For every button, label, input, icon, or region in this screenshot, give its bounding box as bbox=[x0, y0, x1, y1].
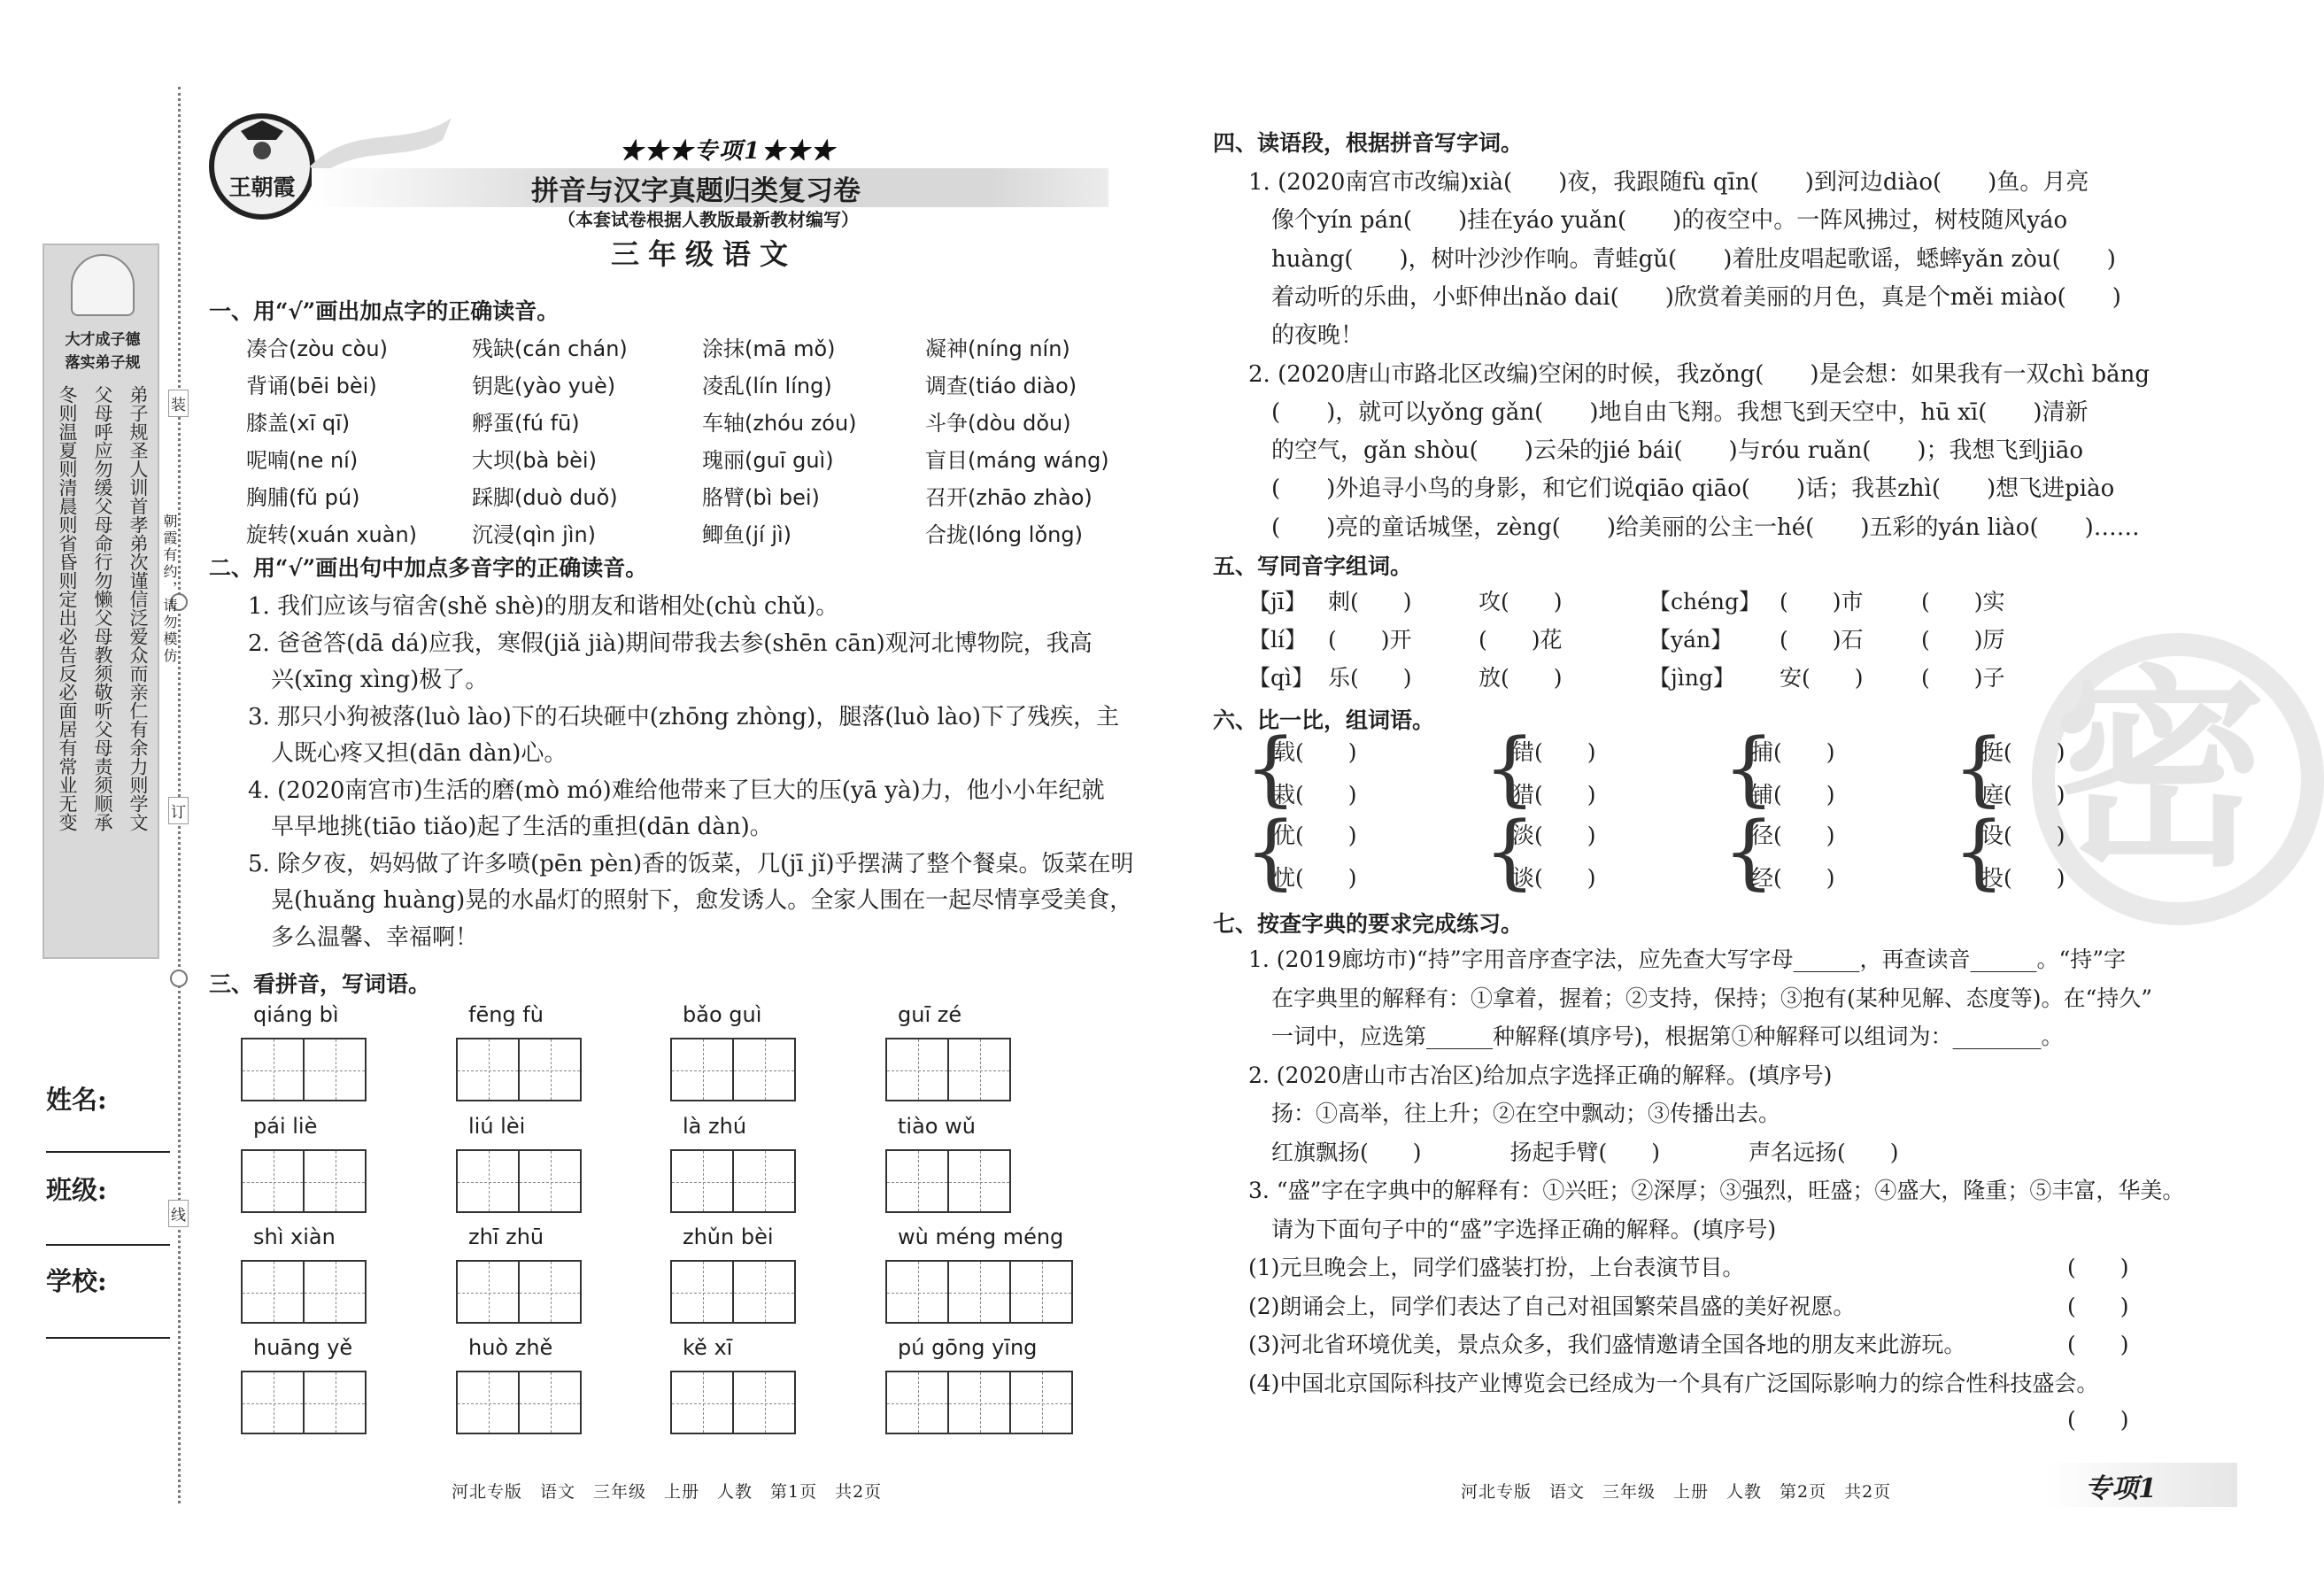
pinyin-label: bǎo guì bbox=[683, 1002, 762, 1027]
writing-box[interactable] bbox=[947, 1038, 1011, 1101]
section-1-title: 一、用“√”画出加点字的正确读音。 bbox=[209, 298, 560, 324]
subject-title: 三年级语文 bbox=[611, 237, 798, 271]
school-label: 学校: bbox=[46, 1266, 107, 1296]
section-7-line: 3. “盛”字在字典中的解释有：①兴旺；②深厚；③强烈，旺盛；④盛大，隆重；⑤丰富，华美。 bbox=[1248, 1178, 2185, 1203]
reading-choice[interactable]: 孵蛋(fú fū) bbox=[472, 411, 580, 436]
brace-icon: { bbox=[1953, 721, 2005, 815]
reading-choice[interactable]: 膝盖(xī qī) bbox=[246, 411, 351, 436]
verse-column-3: 冬则温夏则清晨则省昏则定出必告反必面居有常业无变 bbox=[57, 385, 78, 831]
compare-word[interactable]: 错( ) bbox=[1512, 739, 1596, 765]
writing-box[interactable] bbox=[670, 1371, 734, 1434]
section-7-line: 2. (2020唐山市古冶区)给加点字选择正确的解释。(填序号) bbox=[1248, 1062, 1833, 1088]
section-3-title: 三、看拼音，写词语。 bbox=[209, 971, 431, 997]
writing-box[interactable] bbox=[885, 1038, 949, 1101]
section-7-line: (4)中国北京国际科技产业博览会已经成为一个具有广泛国际影响力的综合性科技盛会。 bbox=[1248, 1370, 2099, 1396]
pinyin-label: zhī zhū bbox=[468, 1225, 544, 1249]
brace-icon: { bbox=[1484, 804, 1536, 899]
cut-line bbox=[178, 87, 181, 1503]
homophone-blank[interactable]: ( )开 bbox=[1328, 627, 1412, 653]
compare-word[interactable]: 挺( ) bbox=[1981, 739, 2065, 765]
writing-box[interactable] bbox=[456, 1371, 520, 1434]
section-badge: ★★★专项1★★★ bbox=[620, 138, 837, 165]
section-4-line: 像个yín pán( )挂在yáo yuǎn( )的夜空中。一阵风拂过，树枝随风yáo bbox=[1271, 207, 2068, 235]
reading-choice[interactable]: 旋转(xuán xuàn) bbox=[246, 522, 418, 547]
section-4-line: 着动听的乐曲，小虾伸出nǎo dai( )欣赏着美丽的月色，真是个měi miào( ) bbox=[1271, 283, 2121, 311]
cut-mark-3: 线 bbox=[168, 1200, 189, 1227]
writing-box[interactable] bbox=[732, 1260, 796, 1324]
reading-choice[interactable]: 斗争(dòu dǒu) bbox=[925, 411, 1071, 436]
reading-choice[interactable]: 胳臂(bì bei) bbox=[702, 485, 820, 510]
page-title: 拼音与汉字真题归类复习卷 bbox=[531, 175, 861, 207]
writing-box[interactable] bbox=[456, 1038, 520, 1101]
writing-box[interactable] bbox=[732, 1038, 796, 1101]
section-4-line: ( )外追寻小鸟的身影，和它们说qiāo qiāo( )话；我甚zhì( )想飞进piào bbox=[1271, 475, 2115, 503]
pinyin-label: liú lèi bbox=[468, 1114, 526, 1139]
reading-choice[interactable]: 召开(zhāo zhào) bbox=[925, 485, 1093, 510]
section-2-line: 多么温馨、幸福啊！ bbox=[271, 923, 479, 951]
pinyin-label: huāng yě bbox=[253, 1335, 353, 1360]
reading-choice[interactable]: 钥匙(yào yuè) bbox=[472, 374, 616, 398]
section-4-line: 2. (2020唐山市路北区改编)空闲的时候，我zǒng( )是会想：如果我有一双chì bǎng bbox=[1248, 360, 2150, 388]
binding-strip bbox=[42, 243, 159, 959]
homophone-blank[interactable]: ( )花 bbox=[1479, 627, 1563, 653]
writing-box[interactable] bbox=[670, 1038, 734, 1101]
writing-box[interactable] bbox=[518, 1260, 582, 1324]
section-4-line: ( )亮的童话城堡，zèng( )给美丽的公主一hé( )五彩的yán liào( )…… bbox=[1271, 514, 2140, 541]
reading-choice[interactable]: 大坝(bà bèi) bbox=[472, 448, 597, 473]
compare-word[interactable]: 设( ) bbox=[1981, 823, 2065, 848]
compare-word[interactable]: 径( ) bbox=[1751, 823, 1835, 848]
reading-choice[interactable]: 凝神(níng nín) bbox=[925, 336, 1070, 361]
section-2-line: 1. 我们应该与宿舍(shě shè)的朋友和谐相处(chù chǔ)。 bbox=[248, 593, 839, 620]
reading-choice[interactable]: 合拢(lóng lǒng) bbox=[925, 522, 1083, 547]
section-2-line: 3. 那只小狗被落(luò lào)下的石块砸中(zhōng zhòng)，腿落(luò lào)下了残疾，主 bbox=[248, 703, 1120, 730]
compare-word[interactable]: 投( ) bbox=[1981, 865, 2065, 891]
pinyin-label: kě xī bbox=[683, 1335, 733, 1360]
answer-paren[interactable]: ( ) bbox=[2067, 1332, 2129, 1357]
writing-box[interactable] bbox=[241, 1038, 305, 1101]
logo-text: 王朝霞 bbox=[228, 174, 296, 200]
ribbon-icon bbox=[310, 113, 452, 175]
cut-circle-icon bbox=[170, 970, 188, 987]
compare-word[interactable]: 铺( ) bbox=[1751, 782, 1835, 807]
section-7-line: (1)元旦晚会上，同学们盛装打扮，上台表演节目。 bbox=[1248, 1255, 1745, 1280]
section-7-title: 七、按查字典的要求完成练习。 bbox=[1213, 911, 1524, 937]
homophone-blank[interactable]: 刺( ) bbox=[1328, 589, 1412, 614]
compare-word[interactable]: 谈( ) bbox=[1512, 865, 1596, 891]
pinyin-label: qiáng bì bbox=[253, 1002, 339, 1027]
pinyin-label: pái liè bbox=[253, 1114, 318, 1139]
section-2-line: 兴(xīng xìng)极了。 bbox=[271, 667, 489, 693]
section-2-line: 晃(huǎng huàng)晃的水晶灯的照射下，愈发诱人。全家人围在一起尽情享受美食， bbox=[271, 887, 1133, 914]
scholar-illustration bbox=[71, 254, 135, 316]
reading-choice[interactable]: 涂抹(mā mǒ) bbox=[702, 336, 836, 361]
pinyin-label: fēng fù bbox=[468, 1002, 544, 1027]
homophone-pinyin: 【jìng】 bbox=[1648, 665, 1735, 691]
homophone-blank[interactable]: ( )市 bbox=[1780, 589, 1864, 614]
writing-box[interactable] bbox=[947, 1260, 1011, 1324]
section-7-line: 在字典里的解释有：①拿着，握着；②支持，保持；③抱有(某种见解、态度等)。在“持久” bbox=[1271, 985, 2153, 1011]
homophone-blank[interactable]: 安( ) bbox=[1780, 665, 1864, 691]
compare-word[interactable]: 猎( ) bbox=[1512, 782, 1596, 807]
side-note: 朝霞有约，请勿模仿 bbox=[161, 514, 178, 665]
writing-box[interactable] bbox=[1009, 1260, 1073, 1324]
watermark-text: 密 bbox=[2054, 645, 2267, 895]
answer-paren[interactable]: ( ) bbox=[2067, 1255, 2129, 1280]
reading-choice[interactable]: 踩脚(duò duǒ) bbox=[472, 485, 618, 510]
writing-box[interactable] bbox=[732, 1149, 796, 1213]
reading-choice[interactable]: 瑰丽(guī guì) bbox=[702, 448, 834, 473]
section-6-title: 六、比一比，组词语。 bbox=[1213, 707, 1435, 733]
writing-box[interactable] bbox=[885, 1149, 949, 1213]
homophone-pinyin: 【lí】 bbox=[1248, 627, 1307, 653]
homophone-blank[interactable]: ( )实 bbox=[1921, 589, 2005, 614]
brace-icon: { bbox=[1245, 804, 1297, 899]
answer-paren[interactable]: ( ) bbox=[2067, 1407, 2129, 1433]
section-4-title: 四、读语段，根据拼音写字词。 bbox=[1213, 130, 1524, 156]
writing-box[interactable] bbox=[947, 1371, 1011, 1434]
section-2-line: 早早地挑(tiāo tiǎo)起了生活的重担(dān dàn)。 bbox=[271, 814, 773, 840]
pinyin-label: huò zhě bbox=[468, 1335, 553, 1360]
writing-box[interactable] bbox=[456, 1149, 520, 1213]
page-subtitle: （本套试卷根据人教版最新教材编写） bbox=[558, 209, 859, 230]
section-4-line: huàng( )，树叶沙沙作响。青蛙gǔ( )着肚皮唱起歌谣，蟋蟀yǎn zòu( ) bbox=[1271, 245, 2116, 273]
verse-column-2: 父母呼应勿缓父母命行勿懒父母教须敬听父母责须顺承 bbox=[92, 385, 113, 831]
compare-word[interactable]: 捕( ) bbox=[1751, 739, 1835, 765]
homophone-pinyin: 【jī】 bbox=[1248, 589, 1307, 614]
homophone-blank[interactable]: ( )石 bbox=[1780, 627, 1864, 653]
homophone-blank[interactable]: 乐( ) bbox=[1328, 665, 1412, 691]
writing-box[interactable] bbox=[518, 1149, 582, 1213]
reading-choice[interactable]: 凌乱(lín líng) bbox=[702, 374, 832, 398]
brace-icon: { bbox=[1723, 804, 1775, 899]
section-7-line: (3)河北省环境优美，景点众多，我们盛情邀请全国各地的朋友来此游玩。 bbox=[1248, 1332, 1966, 1357]
reading-choice[interactable]: 沉浸(qìn jìn) bbox=[472, 522, 597, 547]
motto-line-2: 落实弟子规 bbox=[65, 354, 141, 372]
pinyin-label: tiào wǔ bbox=[898, 1114, 976, 1139]
writing-box[interactable] bbox=[303, 1260, 367, 1324]
pinyin-label: zhǔn bèi bbox=[683, 1225, 774, 1249]
writing-box[interactable] bbox=[241, 1260, 305, 1324]
writing-box[interactable] bbox=[670, 1149, 734, 1213]
footer-left: 河北专版 语文 三年级 上册 人教 第1页 共2页 bbox=[452, 1482, 883, 1502]
writing-box[interactable] bbox=[241, 1149, 305, 1213]
brace-icon: { bbox=[1723, 721, 1775, 815]
compare-word[interactable]: 栽( ) bbox=[1273, 782, 1357, 807]
homophone-pinyin: 【yán】 bbox=[1648, 627, 1733, 653]
cut-mark-2: 订 bbox=[168, 797, 189, 824]
homophone-blank[interactable]: ( )子 bbox=[1921, 665, 2005, 691]
homophone-blank[interactable]: 攻( ) bbox=[1479, 589, 1563, 614]
writing-box[interactable] bbox=[1009, 1371, 1073, 1434]
section-7-line: 红旗飘扬( ) 扬起手臂( ) 声名远扬( ) bbox=[1271, 1139, 1899, 1165]
writing-box[interactable] bbox=[456, 1260, 520, 1324]
homophone-pinyin: 【qì】 bbox=[1248, 665, 1314, 691]
section-7-line: (2)朗诵会上，同学们表达了自己对祖国繁荣昌盛的美好祝愿。 bbox=[1248, 1293, 1856, 1319]
writing-box[interactable] bbox=[947, 1149, 1011, 1213]
cut-mark-1: 装 bbox=[168, 390, 189, 417]
writing-box[interactable] bbox=[518, 1038, 582, 1101]
section-7-line: 扬：①高举，往上升；②在空中飘动；③传播出去。 bbox=[1271, 1101, 1781, 1126]
reading-choice[interactable]: 呢喃(ne ní) bbox=[246, 448, 359, 473]
writing-box[interactable] bbox=[885, 1371, 949, 1434]
brace-icon: { bbox=[1953, 804, 2005, 899]
reading-choice[interactable]: 胸脯(fǔ pú) bbox=[246, 485, 360, 510]
section-7-line: 一词中，应选第______种解释(填序号)，根据第①种解释可以组词为：________。 bbox=[1271, 1024, 2064, 1049]
motto-line-1: 大才成子德 bbox=[65, 331, 141, 349]
writing-box[interactable] bbox=[303, 1371, 367, 1434]
writing-box[interactable] bbox=[518, 1371, 582, 1434]
pinyin-label: wù méng méng bbox=[898, 1225, 1064, 1249]
compare-word[interactable]: 淡( ) bbox=[1512, 823, 1596, 848]
answer-paren[interactable]: ( ) bbox=[2067, 1293, 2129, 1319]
section-4-line: 的夜晚！ bbox=[1271, 322, 1364, 350]
section-7-line: 请为下面句子中的“盛”字选择正确的解释。(填序号) bbox=[1271, 1216, 1777, 1242]
section-7-line: 1. (2019廊坊市)“持”字用音序查字法，应先查大写字母______，再查读音______。“持”字 bbox=[1248, 947, 2127, 972]
publisher-logo bbox=[209, 113, 315, 220]
pinyin-label: pú gōng yīng bbox=[898, 1335, 1038, 1360]
writing-box[interactable] bbox=[303, 1038, 367, 1101]
compare-word[interactable]: 经( ) bbox=[1751, 865, 1835, 891]
reading-choice[interactable]: 凑合(zòu còu) bbox=[246, 336, 388, 361]
reading-choice[interactable]: 调查(tiáo diào) bbox=[925, 374, 1077, 398]
section-2-line: 人既心疼又担(dān dàn)心。 bbox=[271, 740, 567, 767]
homophone-pinyin: 【chéng】 bbox=[1648, 589, 1762, 614]
section-2-title: 二、用“√”画出句中加点多音字的正确读音。 bbox=[209, 555, 648, 581]
corner-label: 专项1 bbox=[2085, 1473, 2157, 1504]
reading-choice[interactable]: 残缺(cán chán) bbox=[472, 336, 628, 361]
writing-box[interactable] bbox=[732, 1371, 796, 1434]
section-2-line: 4. (2020南宫市)生活的磨(mò mó)难给他带来了巨大的压(yā yà)力，他小小年纪就 bbox=[248, 777, 1105, 804]
reading-choice[interactable]: 盲目(máng wáng) bbox=[925, 448, 1109, 473]
reading-choice[interactable]: 背诵(bēi bèi) bbox=[246, 374, 377, 398]
section-5-title: 五、写同音字组词。 bbox=[1213, 553, 1413, 579]
compare-word[interactable]: 忧( ) bbox=[1273, 865, 1357, 891]
section-2-line: 5. 除夕夜，妈妈做了许多喷(pēn pèn)香的饭菜，几(jī jǐ)乎摆满了整个餐桌。饭菜在明 bbox=[248, 850, 1134, 877]
pinyin-label: là zhú bbox=[683, 1114, 747, 1139]
writing-box[interactable] bbox=[670, 1260, 734, 1324]
brace-icon: { bbox=[1245, 721, 1297, 815]
pinyin-label: shì xiàn bbox=[253, 1225, 336, 1249]
footer-right: 河北专版 语文 三年级 上册 人教 第2页 共2页 bbox=[1461, 1482, 1892, 1502]
name-label: 姓名: bbox=[46, 1085, 107, 1115]
homophone-blank[interactable]: ( )厉 bbox=[1921, 627, 2005, 653]
compare-word[interactable]: 载( ) bbox=[1273, 739, 1357, 765]
school-field[interactable] bbox=[46, 1337, 170, 1339]
section-4-line: ( )，就可以yǒng gǎn( )地自由飞翔。我想飞到天空中，hū xī( )清新 bbox=[1271, 398, 2089, 426]
writing-box[interactable] bbox=[303, 1149, 367, 1213]
reading-choice[interactable]: 鲫鱼(jí jì) bbox=[702, 522, 792, 547]
compare-word[interactable]: 庭( ) bbox=[1981, 782, 2065, 807]
section-4-line: 的空气，gǎn shòu( )云朵的jié bái( )与róu ruǎn( )；我想飞到jiāo bbox=[1271, 437, 2084, 465]
class-field[interactable] bbox=[46, 1244, 170, 1246]
verse-column-1: 弟子规圣人训首孝弟次谨信泛爱众而亲仁有余力则学文 bbox=[127, 385, 149, 831]
compare-word[interactable]: 优( ) bbox=[1273, 823, 1357, 848]
section-2-line: 2. 爸爸答(dā dá)应我，寒假(jiǎ jià)期间带我去参(shēn cān)观河北博物院，我高 bbox=[248, 630, 1093, 657]
writing-box[interactable] bbox=[241, 1371, 305, 1434]
reading-choice[interactable]: 车轴(zhóu zóu) bbox=[702, 411, 857, 436]
pinyin-label: guī zé bbox=[898, 1002, 962, 1027]
brace-icon: { bbox=[1484, 721, 1536, 815]
writing-box[interactable] bbox=[885, 1260, 949, 1324]
class-label: 班级: bbox=[46, 1175, 107, 1205]
name-field[interactable] bbox=[46, 1151, 170, 1153]
homophone-blank[interactable]: 放( ) bbox=[1479, 665, 1563, 691]
section-4-line: 1. (2020南宫市改编)xià( )夜，我跟随fù qīn( )到河边diào( )鱼。月亮 bbox=[1248, 169, 2089, 196]
